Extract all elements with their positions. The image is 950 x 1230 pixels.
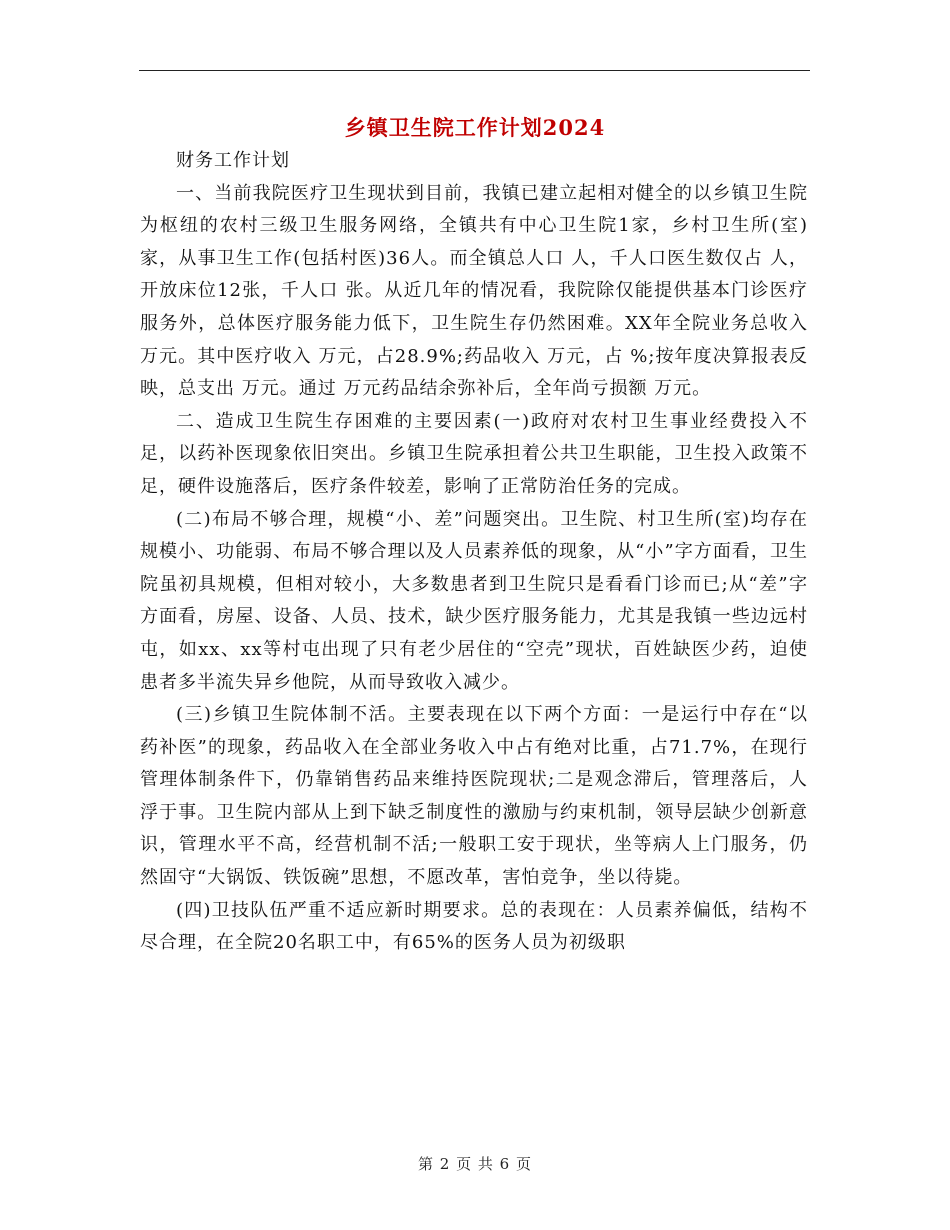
document-title: 乡镇卫生院工作计划2024 (344, 115, 606, 140)
paragraph: 一、当前我院医疗卫生现状到目前，我镇已建立起相对健全的以乡镇卫生院为枢纽的农村三级卫生服务网络，全镇共有中心卫生院1家，乡村卫生所(室) 家，从事卫生工作(包括村医)36人。而全镇总人口 人，千人口医生数仅占 人，开放床位12张，千人口 张。从近几年的情况看，我院除仅能提供基本门诊医疗服务外，总体医疗服务能力低下，卫生院生存仍然困难。XX年全院业务总收入 万元。其中医疗收入 万元，占28.9%;药品收入 万元，占 %;按年度决算报表反映，总支出 万元。通过 万元药品结余弥补后，全年尚亏损额 万元。 (140, 182, 808, 400)
header-rule (139, 70, 810, 71)
page-footer: 第 2 页 共 6 页 (418, 1155, 532, 1173)
paragraph: (二)布局不够合理，规模“小、差”问题突出。卫生院、村卫生所(室)均存在规模小、功能弱、布局不够合理以及人员素养低的现象，从“小”字方面看，卫生院虽初具规模，但相对较小，大多数患者到卫生院只是看看门诊而已;从“差”字方面看，房屋、设备、人员、技术，缺少医疗服务能力，尤其是我镇一些边远村屯，如xx、xx等村屯出现了只有老少居住的“空壳”现状，百姓缺医少药，迫使患者多半流失异乡他院，从而导致收入减少。 (140, 508, 808, 693)
paragraph: 二、造成卫生院生存困难的主要因素(一)政府对农村卫生事业经费投入不足，以药补医现象依旧突出。乡镇卫生院承担着公共卫生职能，卫生投入政策不足，硬件设施落后，医疗条件较差，影响了正常防治任务的完成。 (140, 410, 808, 497)
document-body (140, 145, 808, 960)
paragraph: (四)卫技队伍严重不适应新时期要求。总的表现在：人员素养偏低，结构不尽合理，在全院20名职工中，有65%的医务人员为初级职 (140, 899, 808, 954)
paragraph: 财务工作计划 (176, 150, 290, 171)
paragraph: (三)乡镇卫生院体制不活。主要表现在以下两个方面：一是运行中存在“以药补医”的现象，药品收入在全部业务收入中占有绝对比重，占71.7%，在现行管理体制条件下，仍靠销售药品来维持医院现状;二是观念滞后，管理落后，人浮于事。卫生院内部从上到下缺乏制度性的激励与约束机制，领导层缺少创新意识，管理水平不高，经营机制不活;一般职工安于现状，坐等病人上门服务，仍然固守“大锅饭、铁饭碗”思想，不愿改革，害怕竞争，坐以待毙。 (140, 704, 808, 889)
